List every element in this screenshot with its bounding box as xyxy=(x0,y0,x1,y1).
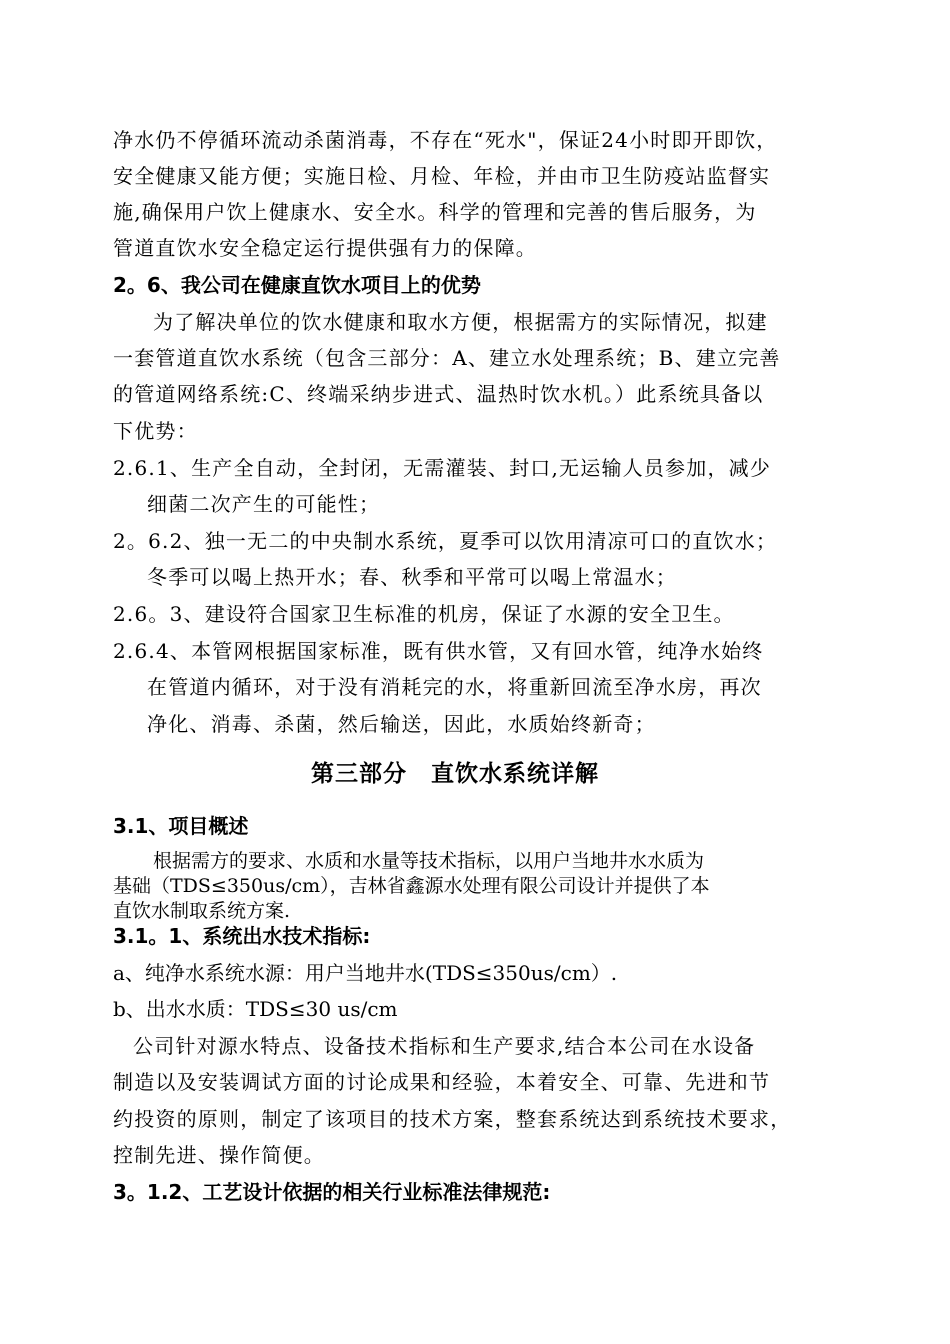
section-heading-2-6: 2。6、我公司在健康直饮水项目上的优势 xyxy=(113,273,481,297)
paragraph-line: 公司针对源水特点、设备技术指标和生产要求,结合本公司在水设备 xyxy=(133,1034,756,1058)
list-item-2-6-4-cont: 净化、消毒、杀菌，然后输送，因此，水质始终新奇； xyxy=(147,712,656,736)
part-three-title: 第三部分 直饮水系统详解 xyxy=(311,761,599,787)
spec-item-b: b、出水水质：TDS≤30 us/cm xyxy=(113,997,398,1021)
list-item-2-6-1-cont: 细菌二次产生的可能性； xyxy=(147,492,381,516)
paragraph-line: 施,确保用户饮上健康水、安全水。科学的管理和完善的售后服务，为 xyxy=(113,200,757,224)
section-heading-3-1-1: 3.1。1、系统出水技术指标: xyxy=(113,924,371,948)
list-item-2-6-2-cont: 冬季可以喝上热开水；春、秋季和平常可以喝上常温水； xyxy=(147,565,677,589)
list-item-2-6-3: 2.6。3、建设符合国家卫生标准的机房，保证了水源的安全卫生。 xyxy=(113,602,735,626)
paragraph-line: 控制先进、操作简便。 xyxy=(113,1143,325,1167)
section-heading-3-1-2: 3。1.2、工艺设计依据的相关行业标准法律规范: xyxy=(113,1180,551,1204)
list-item-2-6-4: 2.6.4、本管网根据国家标准，既有供水管，又有回水管，纯净水始终 xyxy=(113,639,764,663)
paragraph-line: 为了解决单位的饮水健康和取水方便，根据需方的实际情况，拟建 xyxy=(153,310,768,334)
list-item-2-6-1: 2.6.1、生产全自动，全封闭，无需灌装、封口,无运输人员参加，减少 xyxy=(113,456,772,480)
paragraph-line: 基础（TDS≤350us/cm），吉林省鑫源水处理有限公司设计并提供了本 xyxy=(113,875,710,897)
paragraph-line: 根据需方的要求、水质和水量等技术指标，以用户当地井水水质为 xyxy=(153,850,705,872)
paragraph-line: 约投资的原则，制定了该项目的技术方案，整套系统达到系统技术要求， xyxy=(113,1107,792,1131)
list-item-2-6-4-cont: 在管道内循环，对于没有消耗完的水，将重新回流至净水房，再次 xyxy=(147,675,762,699)
paragraph-line: 的管道网络系统:C、终端采纳步进式、温热时饮水机。）此系统具备以 xyxy=(113,382,764,406)
paragraph-line: 制造以及安装调试方面的讨论成果和经验，本着安全、可靠、先进和节 xyxy=(113,1070,771,1094)
paragraph-line: 一套管道直饮水系统（包含三部分：A、建立水处理系统；B、建立完善 xyxy=(113,346,781,370)
paragraph-line: 净水仍不停循环流动杀菌消毒，不存在“死水"，保证24小时即开即饮， xyxy=(113,128,778,152)
paragraph-line: 安全健康又能方便；实施日检、月检、年检，并由市卫生防疫站监督实 xyxy=(113,164,771,188)
list-item-2-6-2: 2。6.2、独一无二的中央制水系统，夏季可以饮用清凉可口的直饮水； xyxy=(113,529,778,553)
spec-item-a: a、纯净水系统水源：用户当地井水(TDS≤350us/cm）. xyxy=(113,961,618,985)
paragraph-line: 直饮水制取系统方案. xyxy=(113,900,291,922)
paragraph-line: 下优势： xyxy=(113,419,198,443)
paragraph-line: 管道直饮水安全稳定运行提供强有力的保障。 xyxy=(113,236,537,260)
section-heading-3-1: 3.1、项目概述 xyxy=(113,814,249,838)
